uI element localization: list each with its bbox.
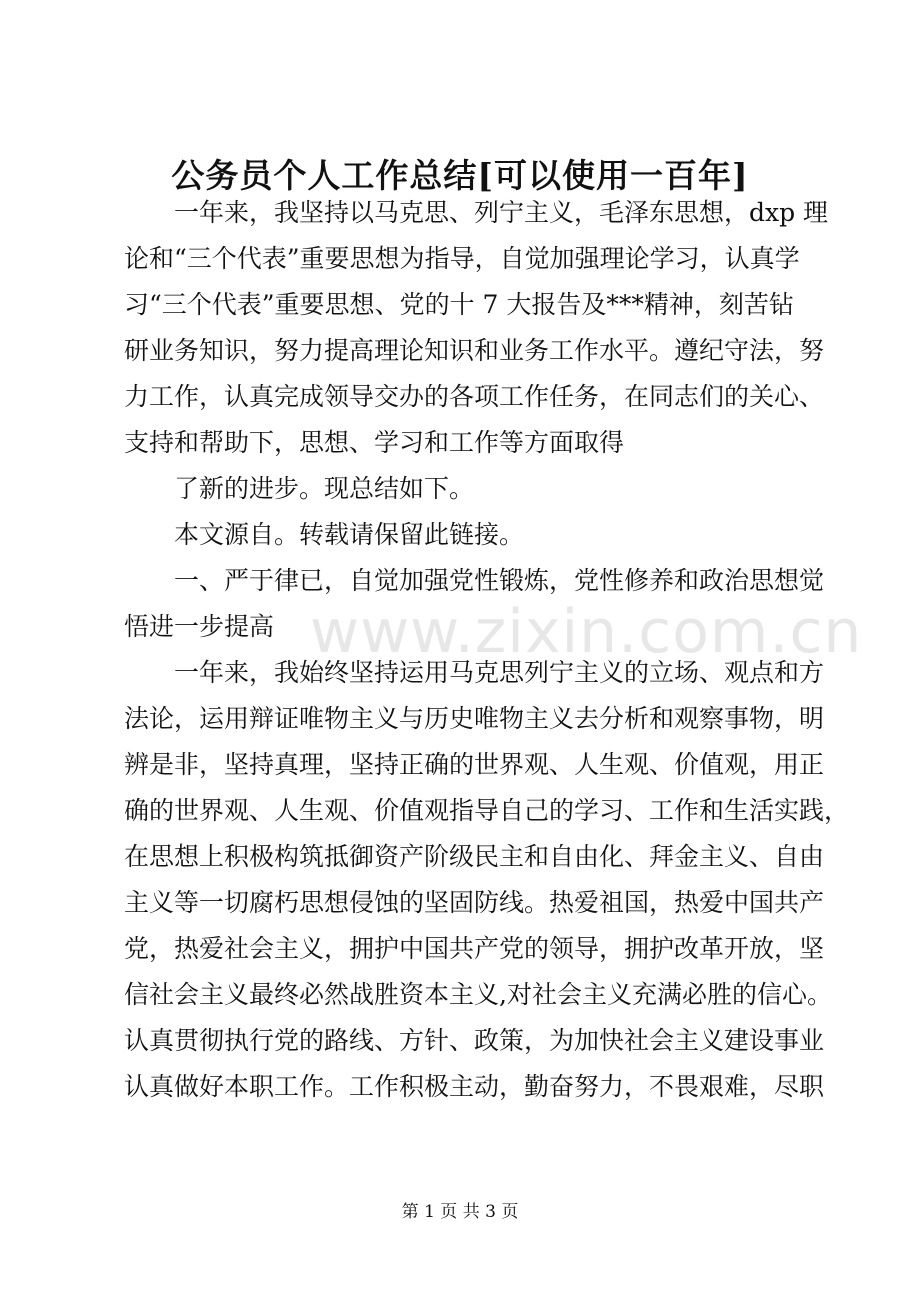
body-text-line: 主义等一切腐朽思想侵蚀的坚固防线。热爱祖国，热爱中国共产 xyxy=(124,888,825,917)
body-text-line: 辨是非，坚持真理，坚持正确的世界观、人生观、价值观，用正 xyxy=(124,750,825,779)
body-text-line: 一年来，我始终坚持运用马克思列宁主义的立场、观点和方 xyxy=(174,658,825,687)
body-text-line: 一年来，我坚持以马克思、列宁主义，毛泽东思想，dxp 理 xyxy=(174,198,829,227)
body-text-line: 法论，运用辩证唯物主义与历史唯物主义去分析和观察事物，明 xyxy=(124,704,825,733)
body-text-line: 在思想上积极构筑抵御资产阶级民主和自由化、拜金主义、自由 xyxy=(124,842,825,871)
watermark-text: www.zixin.com.cn xyxy=(310,597,863,667)
body-text-line: 了新的进步。现总结如下。 xyxy=(174,474,475,503)
body-text-line: 一、严于律已，自觉加强党性锻炼，党性修养和政治思想觉 xyxy=(174,566,825,595)
body-text-line: 研业务知识，努力提高理论知识和业务工作水平。遵纪守法，努 xyxy=(124,336,825,365)
body-text-line: 本文源自。转载请保留此链接。 xyxy=(174,520,525,549)
body-text-line: 习“三个代表”重要思想、党的十 7 大报告及***精神，刻苦钻 xyxy=(124,290,794,319)
body-text-line: 信社会主义最终必然战胜资本主义,对社会主义充满必胜的信心。 xyxy=(124,980,832,1009)
body-text-line: 党，热爱社会主义，拥护中国共产党的领导，拥护改革开放，坚 xyxy=(124,934,825,963)
body-text-line: 认真做好本职工作。工作积极主动，勤奋努力，不畏艰难，尽职 xyxy=(124,1072,825,1101)
document-title: 公务员个人工作总结[可以使用一百年] xyxy=(171,156,749,195)
page-footer: 第 1 页 共 3 页 xyxy=(401,1202,519,1222)
body-text-line: 力工作，认真完成领导交办的各项工作任务，在同志们的关心、 xyxy=(124,382,825,411)
body-text-line: 悟进一步提高 xyxy=(124,612,275,641)
body-text-line: 支持和帮助下，思想、学习和工作等方面取得 xyxy=(124,428,625,457)
body-text-line: 认真贯彻执行党的路线、方针、政策，为加快社会主义建设事业 xyxy=(124,1026,825,1055)
body-text-line: 确的世界观、人生观、价值观指导自己的学习、工作和生活实践， xyxy=(124,796,850,825)
body-text-line: 论和“三个代表”重要思想为指导，自觉加强理论学习，认真学 xyxy=(124,244,800,273)
